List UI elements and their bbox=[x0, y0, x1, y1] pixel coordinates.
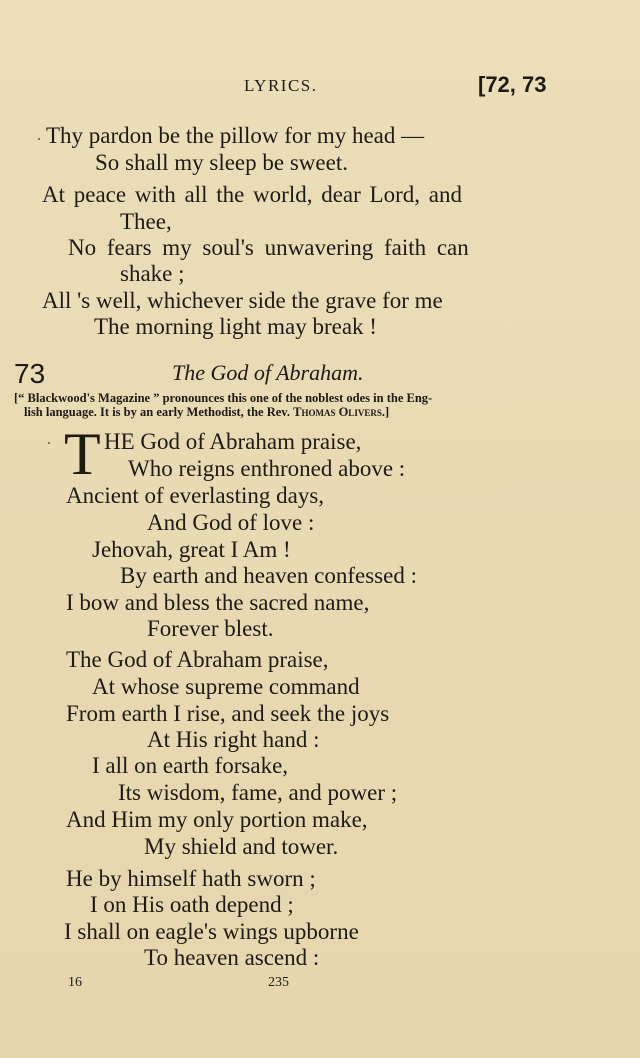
running-head-title: LYRICS. bbox=[244, 76, 318, 95]
verse-line: Forever blest. bbox=[147, 616, 274, 641]
verse-line: I on His oath depend ; bbox=[90, 892, 294, 917]
note-text: .] bbox=[381, 405, 390, 419]
running-head-hymn-numbers: [72, 73 bbox=[478, 72, 547, 97]
verse-line: All 's well, whichever side the grave for me bbox=[42, 288, 443, 313]
verse-line: I shall on eagle's wings upborne bbox=[64, 919, 359, 944]
verse-line: I bow and bless the sacred name, bbox=[66, 590, 370, 615]
verse-line: Its wisdom, fame, and power ; bbox=[118, 780, 398, 805]
verse-line: HE God of Abraham praise, bbox=[104, 429, 362, 454]
page-number: 235 bbox=[268, 975, 289, 990]
verse-line: I all on earth forsake, bbox=[92, 753, 289, 778]
ink-speck bbox=[48, 442, 50, 444]
note-text: [“ Blackwood's Magazine ” pronounces this one of the noblest odes in the Eng- bbox=[14, 391, 433, 405]
verse-line: Jehovah, great I Am ! bbox=[92, 537, 291, 562]
verse-line: The God of Abraham praise, bbox=[66, 647, 329, 672]
verse-line: shake ; bbox=[120, 261, 185, 286]
editorial-note-line bbox=[24, 406, 389, 419]
drop-cap: T bbox=[64, 421, 101, 487]
verse-line: No fears my soul's unwavering faith can bbox=[68, 235, 469, 260]
editorial-note-line bbox=[14, 392, 432, 405]
verse-line: And God of love : bbox=[147, 510, 315, 535]
verse-line: From earth I rise, and seek the joys bbox=[66, 701, 390, 726]
verse-line: At His right hand : bbox=[147, 727, 320, 752]
verse-line: And Him my only portion make, bbox=[66, 807, 368, 832]
author-name: Thomas Olivers bbox=[293, 405, 382, 419]
verse-line: At whose supreme command bbox=[92, 674, 360, 699]
verse-line: He by himself hath sworn ; bbox=[66, 866, 316, 891]
verse-line: At peace with all the world, dear Lord, and bbox=[42, 182, 462, 207]
signature-mark: 16 bbox=[68, 975, 82, 990]
verse-line: To heaven ascend : bbox=[144, 945, 320, 970]
verse-line: My shield and tower. bbox=[144, 834, 339, 859]
ink-speck bbox=[38, 138, 40, 140]
verse-line: Thee, bbox=[120, 209, 172, 234]
verse-line: The morning light may break ! bbox=[94, 314, 377, 339]
verse-line: Ancient of everlasting days, bbox=[66, 483, 325, 508]
verse-line: So shall my sleep be sweet. bbox=[95, 150, 348, 175]
hymn-title: The God of Abraham. bbox=[172, 360, 364, 385]
hymn-number: 73 bbox=[14, 358, 46, 389]
verse-line: Who reigns enthroned above : bbox=[128, 456, 406, 481]
note-text: lish language. It is by an early Methodist, the Rev. bbox=[24, 405, 294, 419]
verse-line: By earth and heaven confessed : bbox=[120, 563, 417, 588]
verse-line: Thy pardon be the pillow for my head — bbox=[46, 123, 425, 148]
